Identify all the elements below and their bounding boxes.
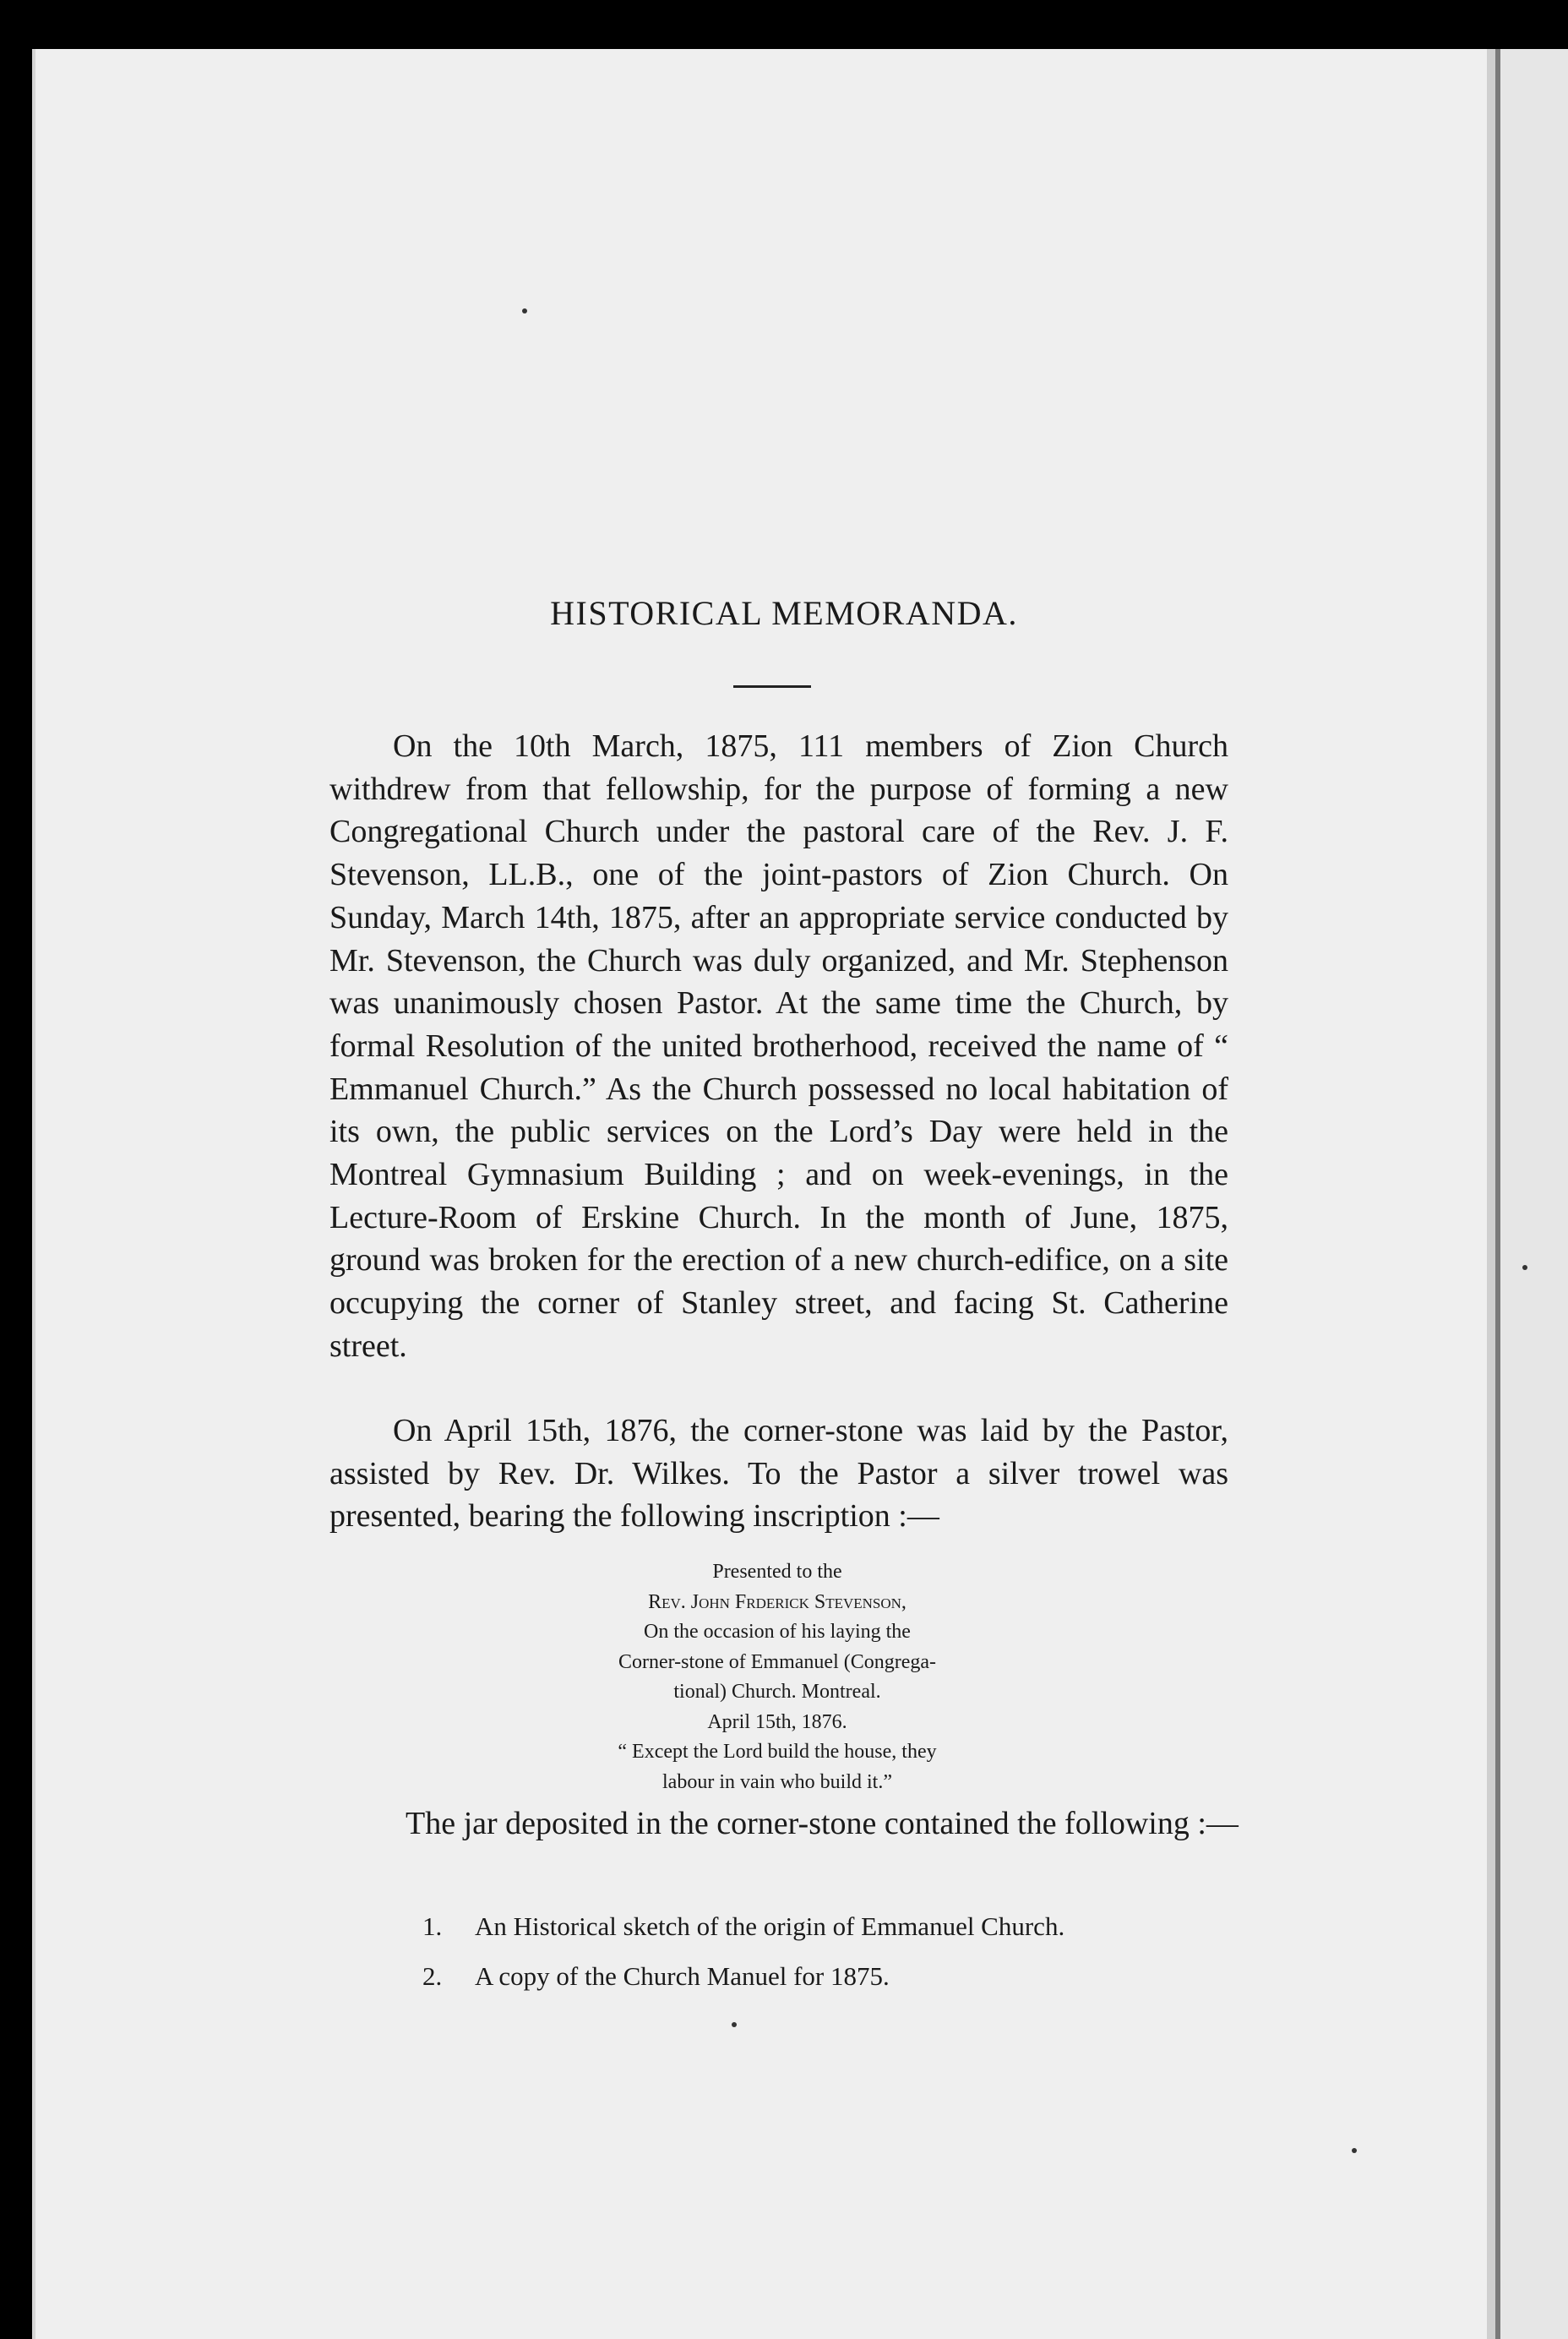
paper-speck [732,2022,737,2027]
page-edge [1487,49,1495,2339]
paper-speck [522,308,527,314]
page-title: HISTORICAL MEMORANDA. [550,594,1018,632]
list-number: 1. [422,1911,443,1941]
trowel-inscription [541,1557,1014,1797]
inscription-line: On the occasion of his laying the [644,1621,911,1643]
list-item [422,1901,1267,1951]
title-rule [733,685,811,688]
list-item [422,1951,1267,2001]
inscription-line: “ Except the Lord build the house, they [618,1741,937,1763]
list-text: A copy of the Church Manuel for 1875. [475,1961,890,1991]
inscription-line: Presented to the [712,1561,842,1583]
paragraph-founding: On the 10th March, 1875, 111 members of Zion Church withdrew from that fellowship, for the purpose of forming a new Congregational Church under the pastoral care of the Rev. J. F. Stevenson, LL.B., one of the joint-pastors of Zion Church. On Sunday, March 14th, 1875, after an appropriate service conducted by Mr. Stevenson, the Church was duly organized, and Mr. Stephenson was unanimously chosen Pastor. At the same time the Church, by formal Resolution of the united brotherhood, received the name of “ Emmanuel Church.” As the Church possessed no local habitation of its own, the public services on the Lord’s Day were held in the Montreal Gymnasium Building ; and on week-evenings, in the Lecture-Room of Erskine Church. In the month of June, 1875, ground was broken for the erection of a new church-edifice, on a site occupying the corner of Stanley street, and facing St. Catherine street. [329,728,1228,1364]
paper-speck [1352,2148,1357,2153]
inscription-line: labour in vain who build it.” [662,1770,892,1793]
inscription-line: tional) Church. Montreal. [673,1681,881,1703]
paper-speck [1522,1265,1527,1270]
inscription-line: Rev. John Frderick Stevenson, [648,1590,906,1613]
list-number: 2. [422,1961,443,1991]
list-text: An Historical sketch of the origin of Emmanuel Church. [475,1911,1065,1941]
adjacent-page [1500,49,1568,2339]
jar-contents-list [422,1901,1267,2001]
inscription-line: April 15th, 1876. [707,1710,847,1733]
paragraph-corner-stone: On April 15th, 1876, the corner-stone was laid by the Pastor, assisted by Rev. Dr. Wilkes. To the Pastor a silver trowel was presented, bearing the following inscription :— [329,1413,1228,1535]
paragraph-jar-contents: The jar deposited in the corner-stone contained the following :— [406,1806,1239,1841]
inscription-line: Corner-stone of Emmanuel (Congrega- [618,1650,937,1673]
